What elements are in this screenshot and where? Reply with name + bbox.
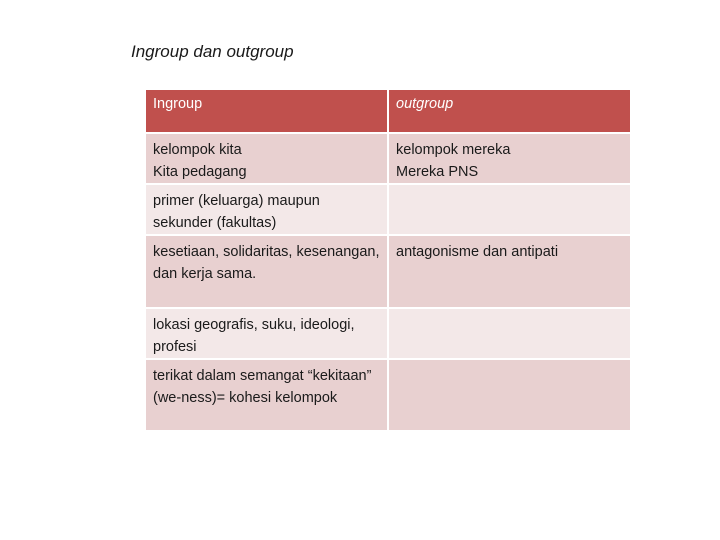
table-row <box>146 309 630 360</box>
table-row <box>146 236 630 309</box>
cell-ingroup: kelompok kita Kita pedagang <box>146 134 387 185</box>
cell-outgroup: kelompok mereka Mereka PNS <box>387 134 630 185</box>
slide-title: Ingroup dan outgroup <box>131 42 294 61</box>
cell-outgroup <box>387 185 630 236</box>
comparison-table <box>146 90 630 432</box>
table-row <box>146 134 630 185</box>
table-row <box>146 360 630 432</box>
cell-ingroup: lokasi geografis, suku, ideologi, profesi <box>146 309 387 360</box>
table-row <box>146 185 630 236</box>
cell-outgroup: antagonisme dan antipati <box>387 236 630 309</box>
table-header-row <box>146 90 630 134</box>
cell-outgroup <box>387 309 630 360</box>
cell-ingroup: terikat dalam semangat “kekitaan” (we-ness)= kohesi kelompok <box>146 360 387 432</box>
cell-ingroup: kesetiaan, solidaritas, kesenangan, dan kerja sama. <box>146 236 387 309</box>
header-ingroup: Ingroup <box>146 90 387 134</box>
cell-outgroup <box>387 360 630 432</box>
cell-ingroup: primer (keluarga) maupun sekunder (fakultas) <box>146 185 387 236</box>
header-outgroup: outgroup <box>387 90 630 134</box>
